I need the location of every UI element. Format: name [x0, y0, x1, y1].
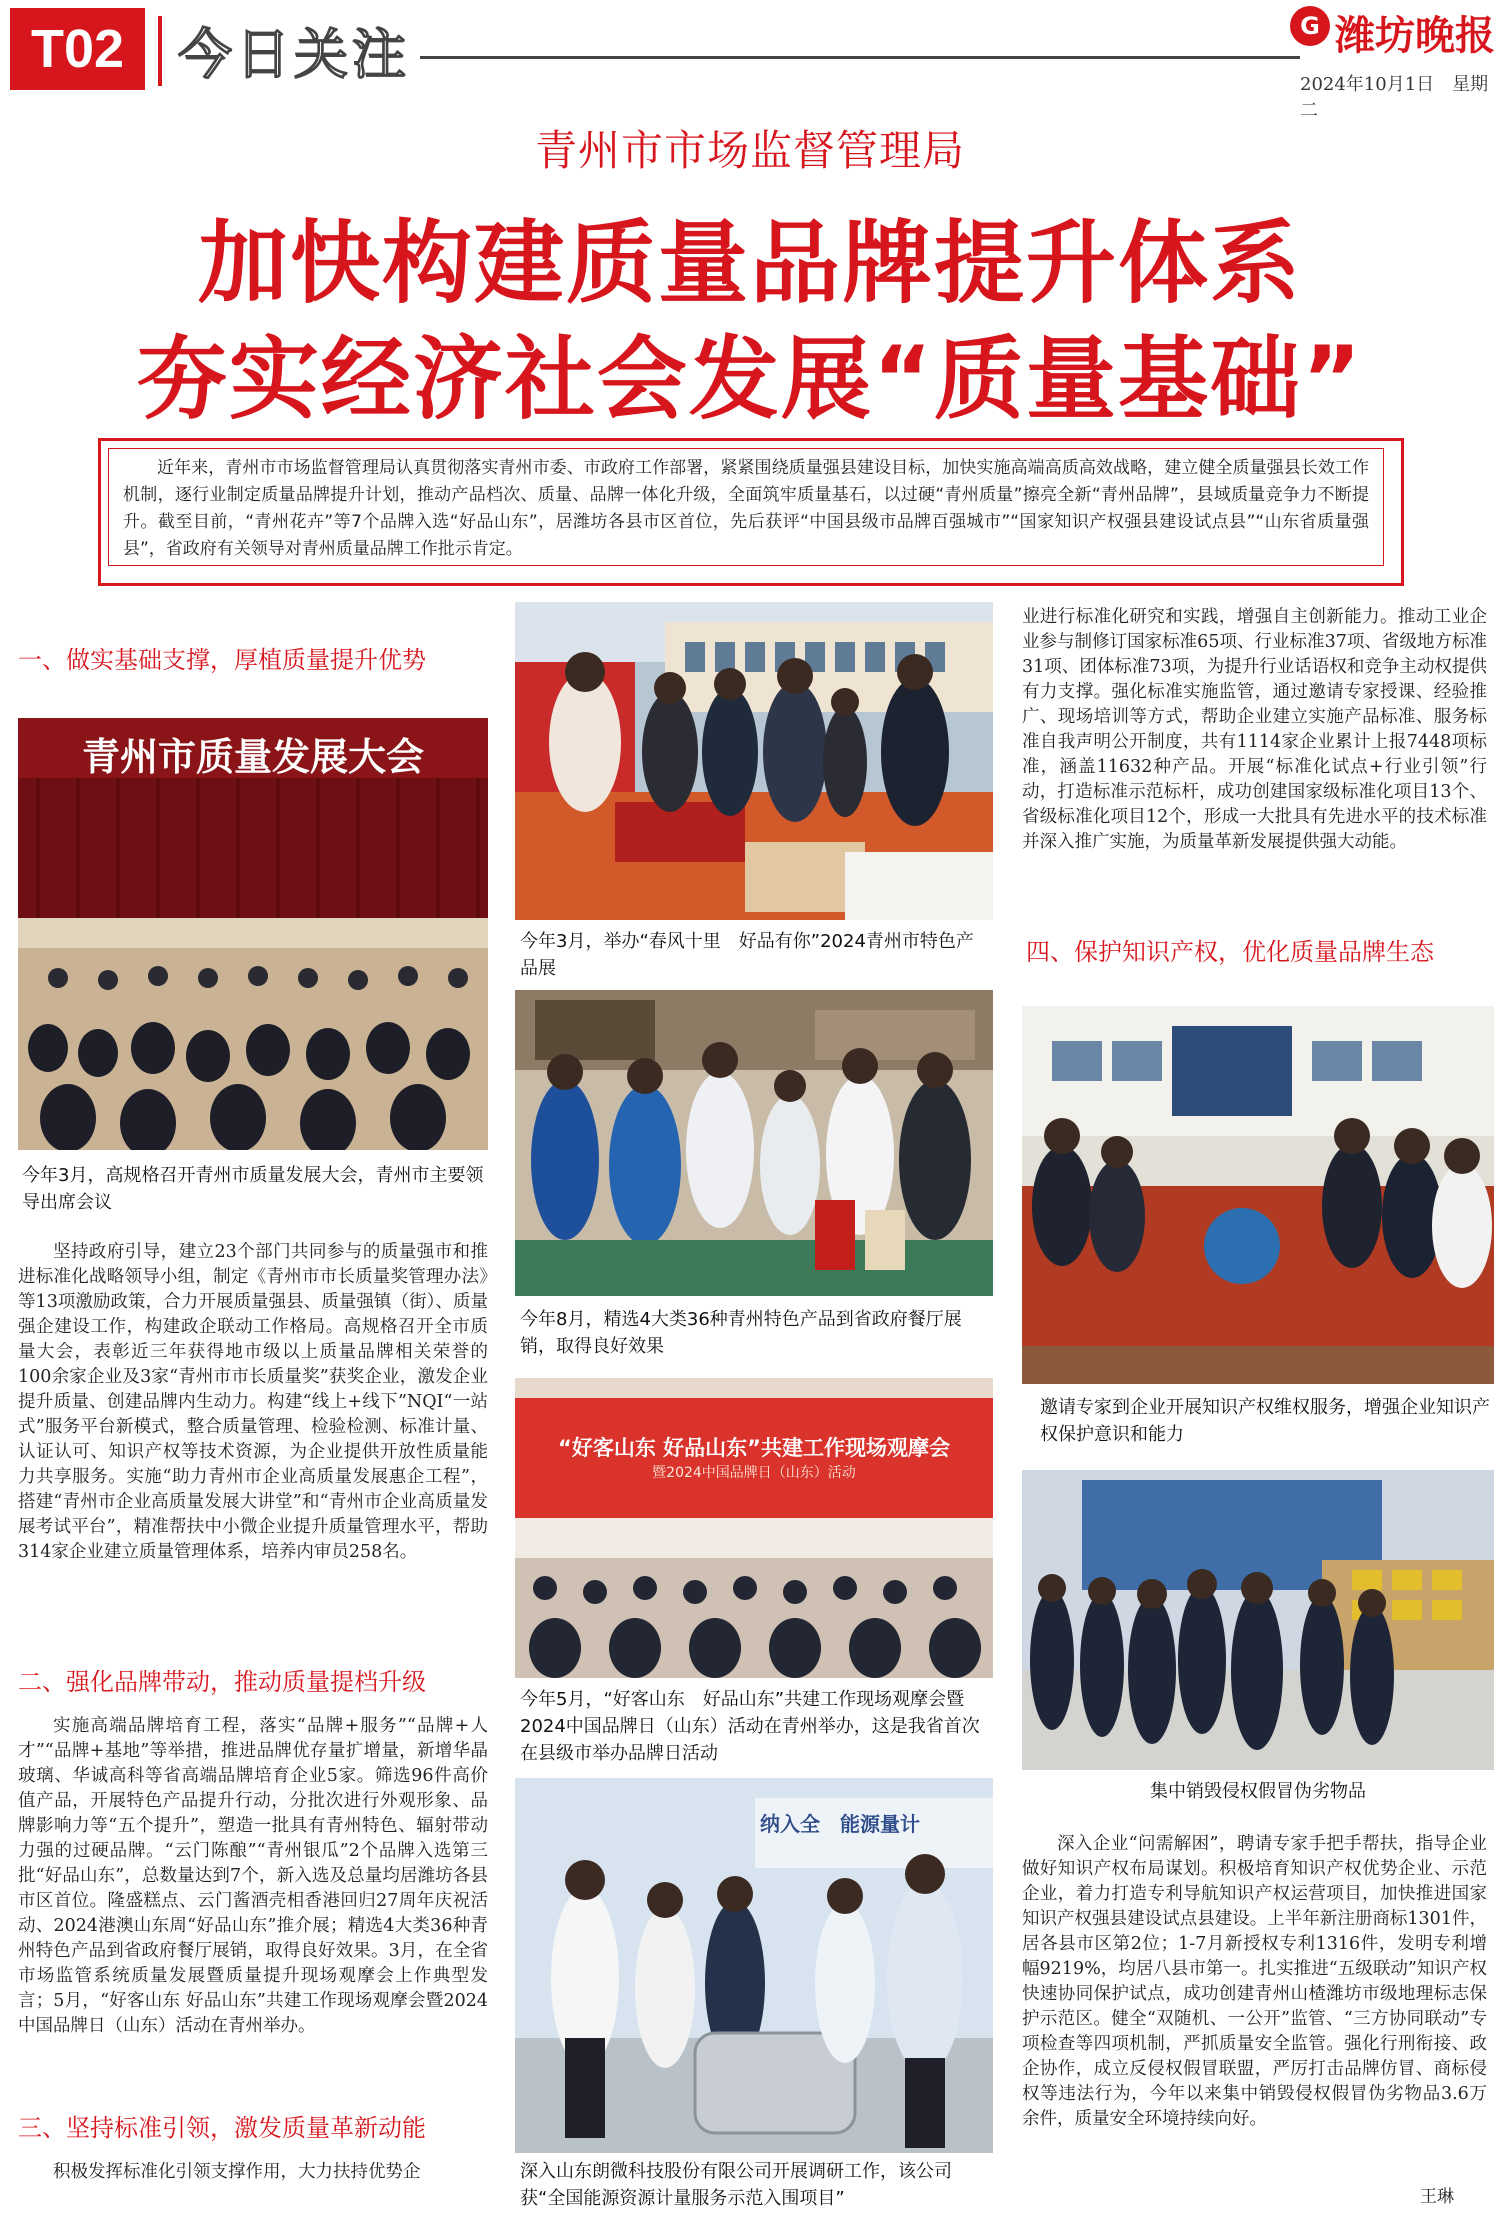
- photo-destroy-counterfeits: [1022, 1470, 1494, 1770]
- body-paragraph-2: 实施高端品牌培育工程，落实“品牌+服务”“品牌+人才”“品牌+基地”等举措，推进品牌优存量扩增量，新增华晶玻璃、华诚高科等省高端品牌培育企业5家。筛选96件高价值产品，开展特色产品提升行动，分批次进行外观形象、品牌影响力等“五个提升”，塑造一批具有青州特色、辐射带动力强的过硬品牌。“云门陈酿”“青州银瓜”2个品牌入选第三批“好品山东”，总数量达到7个，新入选及总量均居潍坊各县市区首位。隆盛糕点、云门酱酒壳相香港回归27周年庆祝活动、2024港澳山东周“好品山东”推介展；精选4大类36种青州特色产品到省政府餐厅展销，取得良好效果。3月，在全省市场监管系统质量发展暨质量提升现场观摩会上作典型发言；5月，“好客山东 好品山东”共建工作现场观摩会暨2024中国品牌日（山东）活动在青州举办。: [18, 1716, 488, 2036]
- page-code: T02: [10, 8, 145, 90]
- photo-banner-subtext: 暨2024中国品牌日（山东）活动: [652, 1465, 856, 1481]
- body-paragraph-1: 坚持政府引导，建立23个部门共同参与的质量强市和推进标准化战略领导小组，制定《青州市市长质量奖管理办法》等13项激励政策，合力开展质量强县、质量强镇（街）、质量强企建设工作，构建政企联动工作格局。高规格召开全市质量大会，表彰近三年获得地市级以上质量品牌相关荣誉的100余家企业及3家“青州市市长质量奖”获奖企业，激发企业提升质量、创建品牌内生动力。构建“线上+线下”NQI“一站式”服务平台新模式，整合质量管理、检验检测、标准计量、认证认可、知识产权等技术资源，为企业提供开放性质量能力共享服务。实施“助力青州市企业高质量发展惠企工程”，搭建“青州市企业高质量发展大讲堂”和“青州市企业高质量发展考试平台”，精准帮扶中小微企业提升质量管理水平，帮助314家企业建立质量管理体系，培养内审员258名。: [18, 1242, 488, 1562]
- caption-canteen-exhibition: 今年8月，精选4大类36种青州特色产品到省政府餐厅展销，取得良好效果: [520, 1309, 962, 1357]
- body-paragraph-4: 业进行标准化研究和实践，增强自主创新能力。推动工业企业参与制修订国家标准65项、行业标准37项、省级地方标准31项、团体标准73项，为提升行业话语权和竞争主动权提供有力支撑。强化标准实施监管，通过邀请专家授课、经验推广、现场培训等方式，帮助企业建立实施产品标准、服务标准自我声明公开制度，共有1114家企业累计上报7448项标准，涵盖11632种产品。开展“标准化试点+行业引领”行动，打造标准示范标杆，成功创建国家级标准化项目13个、省级标准化项目12个，形成一大批具有先进水平的技术标准并深入推广实施，为质量革新发展提供强大动能。: [1022, 607, 1487, 852]
- headline-line-1: 加快构建质量品牌提升体系: [198, 211, 1302, 316]
- lead-paragraph: 近年来，青州市市场监督管理局认真贯彻落实青州市委、市政府工作部署，紧紧围绕质量强县建设目标，加快实施高端高质高效战略，建立健全质量强县长效工作机制，逐行业制定质量品牌提升计划，推动产品档次、质量、品牌一体化升级，全面筑牢质量基石，以过硬“青州质量”擦亮全新“青州品牌”，县域质量竞争力不断提升。截至目前，“青州花卉”等7个品牌入选“好品山东”，居潍坊各县市区首位，先后获评“中国县级市品牌百强城市”“国家知识产权强县建设试点县”“山东省质量强县”，省政府有关领导对青州质量品牌工作批示肯定。: [108, 448, 1384, 566]
- photo-banner-text: “好客山东 好品山东”共建工作现场观摩会: [558, 1436, 950, 1460]
- photo-quality-conference: [18, 718, 488, 1150]
- caption-brand-day-event: 今年5月，“好客山东 好品山东”共建工作现场观摩会暨2024中国品牌日（山东）活动在青州举办，这是我省首次在县级市举办品牌日活动: [520, 1689, 980, 1764]
- article-kicker: 青州市市场监督管理局: [534, 126, 965, 175]
- section-heading-2: 二、强化品牌带动，推动质量提档升级: [18, 1668, 426, 1696]
- caption-enterprise-visit: 深入山东朗微科技股份有限公司开展调研工作，该公司获“全国能源资源计量服务示范入围项目”: [520, 2161, 952, 2209]
- caption-quality-conference: 今年3月，高规格召开青州市质量发展大会，青州市主要领导出席会议: [22, 1165, 484, 1213]
- section-heading-3: 三、坚持标准引领，激发质量革新动能: [18, 2114, 426, 2142]
- paper-logo-icon: G: [1290, 6, 1330, 46]
- photo-ip-rights-service: [1022, 1006, 1494, 1384]
- headline-line-2: 夯实经济社会发展“质量基础”: [136, 327, 1364, 432]
- body-paragraph-5: 深入企业“问需解困”，聘请专家手把手帮扶，指导企业做好知识产权布局谋划。积极培育知识产权优势企业、示范企业，着力打造专利导航知识产权运营项目，加快推进国家知识产权强县建设试点县建设。上半年新注册商标1301件，居各县市区第2位；1-7月新授权专利1316件，发明专利增幅9219%，均居八县市第一。扎实推进“五级联动”知识产权快速协同保护试点，成功创建青州山楂潍坊市级地理标志保护示范区。健全“双随机、一公开”监管、“三方协同联动”专项检查等四项机制，严抓质量安全监管。强化行刑衔接、政企协作，成立反侵权假冒联盟，严厉打击品牌仿冒、商标侵权等违法行为，今年以来集中销毁侵权假冒伪劣物品3.6万余件，质量安全环境持续向好。: [1022, 1834, 1487, 2129]
- paper-name: 潍坊晚报: [1335, 13, 1495, 59]
- photo-canteen-exhibition: [515, 990, 993, 1296]
- masthead-rule: [420, 56, 1300, 59]
- caption-destroy-counterfeits: 集中销毁侵权假冒伪劣物品: [1150, 1781, 1366, 1802]
- photo-product-fair: [515, 602, 993, 920]
- issue-date: 2024年10月1日 星期二: [1300, 74, 1489, 121]
- section-heading-1: 一、做实基础支撑，厚植质量提升优势: [18, 646, 426, 674]
- caption-product-fair: 今年3月，举办“春风十里 好品有你”2024青州市特色产品展: [520, 931, 974, 979]
- section-name: 今日关注: [178, 23, 410, 86]
- caption-ip-rights-service: 邀请专家到企业开展知识产权维权服务，增强企业知识产权保护意识和能力: [1040, 1397, 1490, 1445]
- photo-banner-text: 青州市质量发展大会: [81, 735, 424, 779]
- body-paragraph-3: 积极发挥标准化引领支撑作用，大力扶持优势企: [53, 2162, 421, 2182]
- photo-sign-text: 纳入全 能源量计: [760, 1812, 920, 1836]
- photo-brand-day-event: [515, 1378, 993, 1678]
- author-name: 王琳: [1420, 2187, 1454, 2207]
- section-divider: [158, 16, 162, 86]
- section-heading-4: 四、保护知识产权，优化质量品牌生态: [1026, 938, 1434, 966]
